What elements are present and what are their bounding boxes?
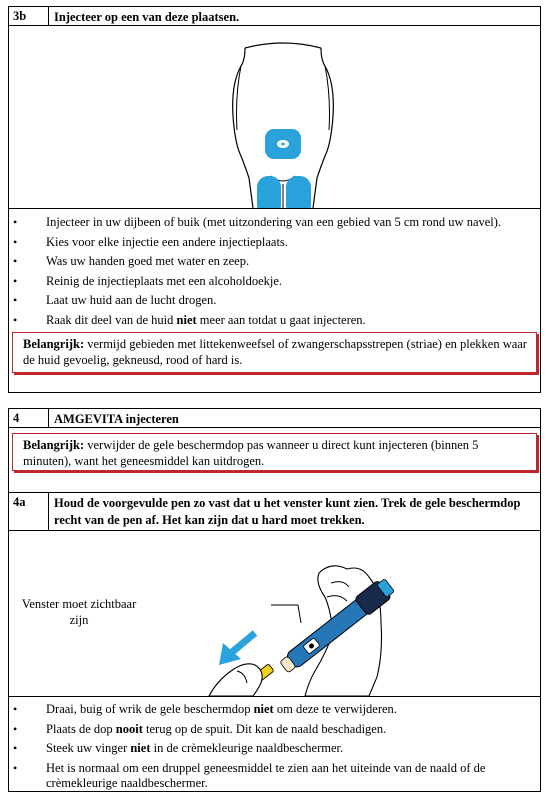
- warning-label: Belangrijk:: [23, 337, 85, 351]
- list-item: • Was uw handen goed met water en zeep.: [9, 254, 540, 269]
- warning-label: Belangrijk:: [23, 438, 85, 452]
- warning-text: verwijder de gele beschermdop pas wanneer u direct kunt injecteren (binnen 5 minuten), want het geneesmiddel kan uitdrogen.: [23, 438, 479, 468]
- list-item: • Plaats de dop nooit terug op de spuit. Dit kan de naald beschadigen.: [9, 722, 540, 737]
- instruction-list: [9, 702, 540, 791]
- step-4a-instructions: [9, 697, 540, 791]
- warning-box: [12, 433, 537, 471]
- step-number: 4a: [9, 493, 49, 530]
- step-3b-instructions: [9, 209, 540, 373]
- pull-direction-arrow-icon: [219, 633, 255, 665]
- list-item: • Draai, buig of wrik de gele beschermdop niet om deze te verwijderen.: [9, 702, 540, 717]
- warning-box: [12, 332, 537, 373]
- step-4-header: [9, 409, 540, 428]
- list-item: • Kies voor elke injectie een andere injectieplaats.: [9, 235, 540, 250]
- step-title: AMGEVITA injecteren: [54, 412, 179, 426]
- pen-figure-row: [9, 531, 540, 697]
- warning-text: vermijd gebieden met littekenweefsel of zwangerschapsstrepen (striae) en plekken waar de huid gevoelig, gekneusd, rood of hard is.: [23, 337, 527, 367]
- list-item: • Het is normaal om een druppel geneesmiddel te zien aan het uiteinde van de naald of de crèmekleurige naaldbeschermer.: [9, 761, 540, 791]
- step-title: Injecteer op een van deze plaatsen.: [54, 10, 240, 24]
- injection-sites-figure-row: [9, 26, 540, 209]
- right-thigh-injection-site: [286, 176, 311, 208]
- list-item: • Raak dit deel van de huid niet meer aan totdat u gaat injecteren.: [9, 313, 540, 328]
- left-hand: [209, 664, 262, 696]
- step-4-warning-row: [9, 428, 540, 493]
- pen-cap-removal-figure: [9, 531, 540, 696]
- step-3b-header: [9, 7, 540, 26]
- list-item: • Steek uw vinger niet in de crèmekleurige naaldbeschermer.: [9, 741, 540, 756]
- step-4a-header: [9, 493, 540, 531]
- step-3b-table: [8, 6, 541, 393]
- step-number: 4: [9, 409, 49, 427]
- injection-sites-figure: [9, 26, 540, 208]
- list-item: • Reinig de injectieplaats met een alcoholdoekje.: [9, 274, 540, 289]
- instruction-list: [9, 215, 540, 328]
- list-item: • Laat uw huid aan de lucht drogen.: [9, 293, 540, 308]
- body-outline-illustration: [9, 26, 540, 208]
- pen-illustration: [9, 531, 540, 696]
- list-item: • Injecteer in uw dijbeen of buik (met uitzondering van een gebied van 5 cm rond uw navel).: [9, 215, 540, 230]
- figure-label: Venster moet zichtbaar zijn: [21, 597, 137, 627]
- step-number: 3b: [9, 7, 49, 25]
- left-thigh-injection-site: [257, 176, 281, 208]
- step-4-table: [8, 408, 541, 792]
- step-title: Houd de voorgevulde pen zo vast dat u het venster kunt zien. Trek de gele beschermdop recht van de pen af. Het kan zijn dat u hard moet trekken.: [54, 496, 521, 527]
